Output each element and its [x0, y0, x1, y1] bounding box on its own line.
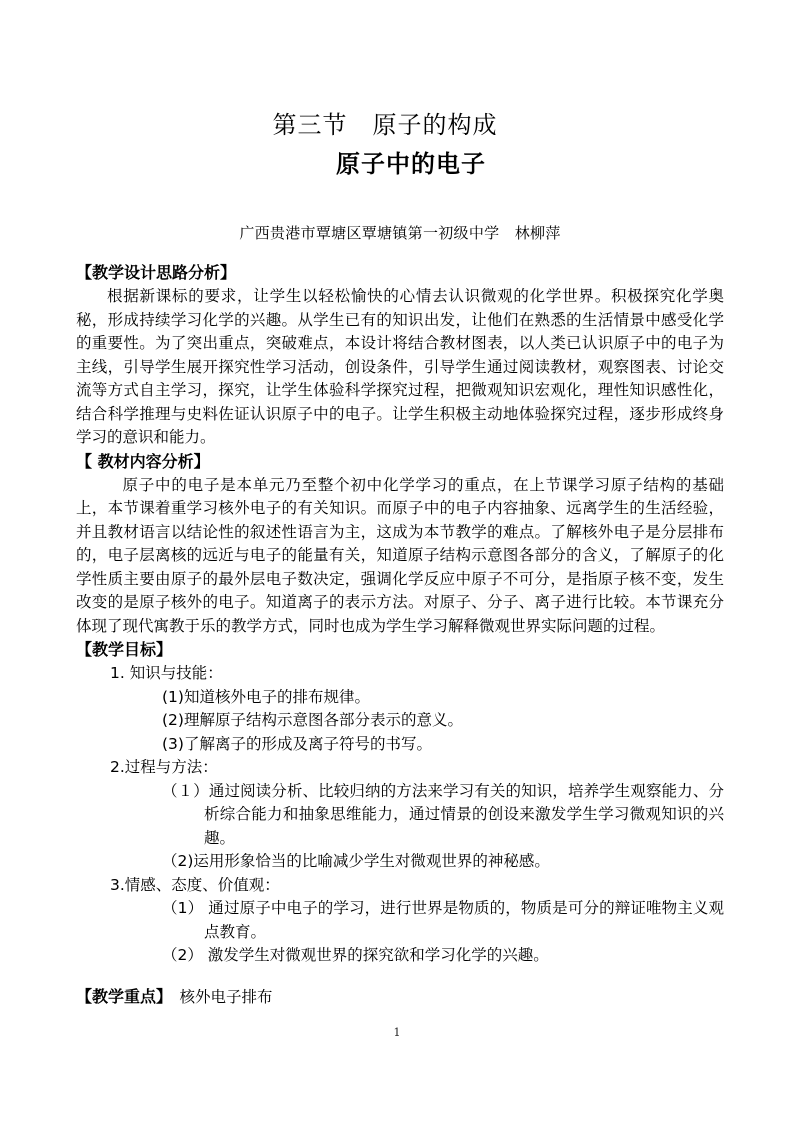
- objective-item: (2)理解原子结构示意图各部分表示的意义。: [162, 711, 463, 729]
- objective-group-label: 1. 知识与技能：: [110, 664, 223, 682]
- objective-group-label: 3.情感、态度、价值观：: [110, 875, 280, 894]
- objective-item: （1） 通过原子中电子的学习，进行世界是物质的，物质是可分的辩证唯物主义观点教育。: [162, 899, 724, 941]
- title-block: [76, 0, 724, 244]
- heading-key-point-label: 【教学重点】: [76, 986, 165, 1006]
- objective-item: （2)运用形象恰当的比喻减少学生对微观世界的神秘感。: [162, 852, 550, 870]
- key-point-text: 核外电子排布: [164, 987, 273, 1006]
- objective-item: （2） 激发学生对微观世界的探究欲和学习化学的兴趣。: [162, 946, 549, 964]
- paragraph-textbook-analysis: 原子中的电子是本单元乃至整个初中化学学习的重点，在上节课学习原子结构的基础上，本节课着重学习核外电子的有关知识。而原子中的电子内容抽象、远离学生的生活经验，并且教材语言以结论性的叙述性语言为主，这成为本节教学的难点。了解核外电子是分层排布的，电子层离核的远近与电子的能量有关，知道原子结构示意图各部分的含义，了解原子的化学性质主要由原子的最外层电子数决定，强调化学反应中原子不可分，是指原子核不变，发生改变的是原子核外的电子。知道离子的表示方法。对原子、分子、离子进行比较。本节课充分体现了现代寓教于乐的教学方式，同时也成为学生学习解释微观世界实际问题的过程。: [76, 475, 724, 635]
- heading-textbook-analysis: 【 教材内容分析】: [76, 451, 210, 471]
- heading-objectives: 【教学目标】: [76, 640, 173, 659]
- page-content: [76, 0, 724, 1009]
- author-affiliation-line: 广西贵港市覃塘区覃塘镇第一初级中学 林柳萍: [239, 224, 561, 242]
- page-number: 1: [393, 1026, 401, 1039]
- heading-design-analysis: 【教学设计思路分析】: [76, 263, 237, 282]
- document-title-line-2: 原子中的电子: [336, 149, 486, 178]
- paragraph-design-analysis: 根据新课标的要求，让学生以轻松愉快的心情去认识微观的化学世界。积极探究化学奥秘，形成持续学习化学的兴趣。从学生已有的知识出发，让他们在熟悉的生活情景中感受化学的重要性。为了突出重点，突破难点，本设计将结合教材图表，以人类已认识原子中的电子为主线，引导学生展开探究性学习活动，创设条件，引导学生通过阅读教材，观察图表、讨论交流等方式自主学习，探究，让学生体验科学探究过程，把微观知识宏观化，理性知识感性化，结合科学推理与史料佐证认识原子中的电子。让学生积极主动地体验探究过程，逐步形成终身学习的意识和能力。: [76, 287, 724, 446]
- objective-item: （１）通过阅读分析、比较归纳的方法来学习有关的知识，培养学生观察能力、分析综合能力和抽象思维能力，通过情景的创设来激发学生学习微观知识的兴趣。: [162, 781, 724, 847]
- objective-item: (1)知道核外电子的排布规律。: [162, 687, 370, 706]
- objective-group-label: 2.过程与方法：: [110, 758, 218, 776]
- heading-key-point: [76, 985, 724, 1009]
- spacer: [76, 968, 724, 985]
- document-title-line-1: 第三节 原子的构成: [272, 111, 498, 139]
- spacer: [76, 244, 724, 261]
- objective-item: (3)了解离子的形成及离子符号的书写。: [162, 734, 432, 753]
